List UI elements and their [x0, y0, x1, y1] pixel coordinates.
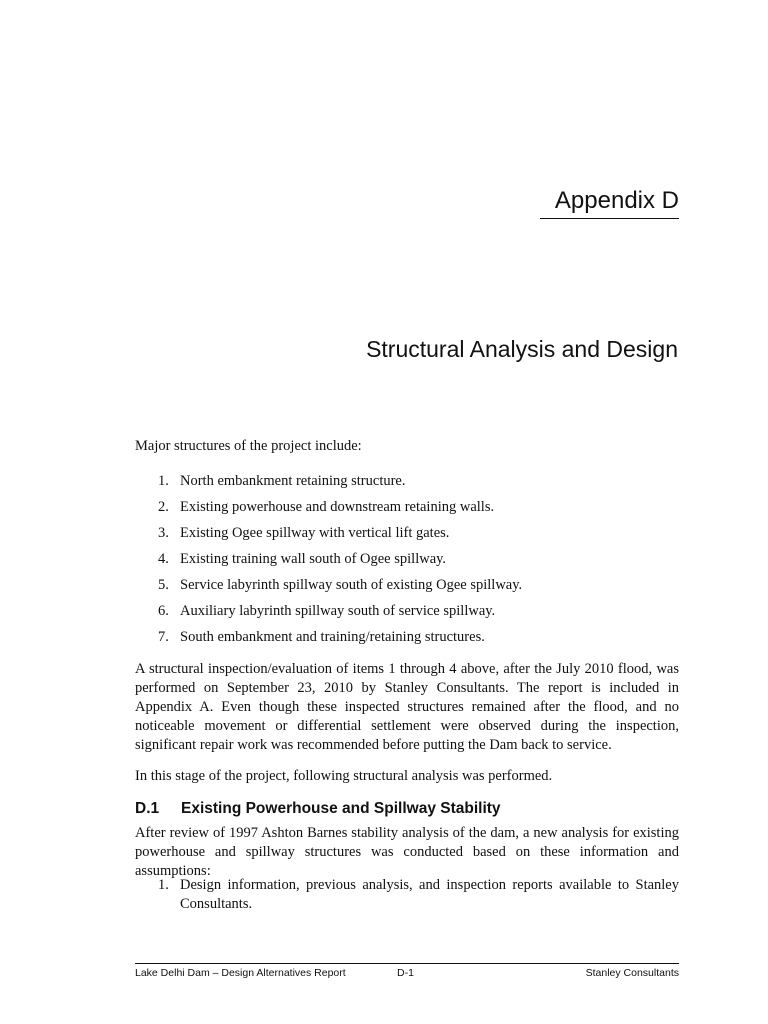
list-item [158, 472, 522, 498]
footer-company: Stanley Consultants [585, 967, 679, 979]
section-d1-heading [135, 799, 501, 819]
list-item-text: Auxiliary labyrinth spillway south of service spillway. [180, 603, 496, 619]
list-item [158, 524, 522, 550]
section-heading-text: Existing Powerhouse and Spillway Stability [181, 800, 501, 817]
section-number: D.1 [135, 800, 160, 817]
list-item-number: 6. [158, 603, 169, 619]
list-item-number: 3. [158, 525, 169, 541]
assumptions-list [158, 876, 679, 914]
inspection-paragraph: A structural inspection/evaluation of items 1 through 4 above, after the July 2010 flood, was performed on September 23, 2010 by Stanley Consultants. The report is included in Appendix A. Even though these inspected structures remained after the flood, and no noticeable movement or differential settlement were observed during the inspection, significant repair work was recommended before putting the Dam back to service. [135, 661, 679, 753]
list-item-text: Existing Ogee spillway with vertical lift gates. [180, 525, 450, 541]
list-item-text: Service labyrinth spillway south of existing Ogee spillway. [180, 577, 523, 593]
list-item-number: 1. [158, 877, 169, 893]
list-item-number: 1. [158, 473, 169, 489]
list-item-number: 5. [158, 577, 169, 593]
list-item-number: 7. [158, 629, 169, 645]
list-item-text: Existing training wall south of Ogee spillway. [180, 551, 447, 567]
footer-report-title: Lake Delhi Dam – Design Alternatives Report [135, 967, 346, 979]
list-item [158, 628, 522, 654]
list-item [158, 602, 522, 628]
footer-divider [135, 963, 679, 964]
list-item [158, 498, 522, 524]
list-item [158, 550, 522, 576]
list-item-number: 2. [158, 499, 169, 515]
list-item-text: South embankment and training/retaining structures. [180, 629, 485, 645]
section-d1-paragraph: After review of 1997 Ashton Barnes stability analysis of the dam, a new analysis for existing powerhouse and spillway structures was conducted based on these information and assumptions: [135, 825, 679, 879]
appendix-title: Appendix D [540, 186, 679, 219]
list-item [158, 876, 679, 914]
intro-text: Major structures of the project include: [135, 438, 362, 454]
analysis-intro-paragraph: In this stage of the project, following structural analysis was performed. [135, 768, 553, 784]
list-item-text: Design information, previous analysis, and inspection reports available to Stanley Consultants. [180, 877, 679, 912]
footer-page-number: D-1 [397, 967, 414, 979]
list-item-text: Existing powerhouse and downstream retaining walls. [180, 499, 495, 515]
list-item [158, 576, 522, 602]
list-item-text: North embankment retaining structure. [180, 473, 406, 489]
section-title: Structural Analysis and Design [366, 336, 678, 362]
list-item-number: 4. [158, 551, 169, 567]
structures-list [158, 472, 522, 654]
